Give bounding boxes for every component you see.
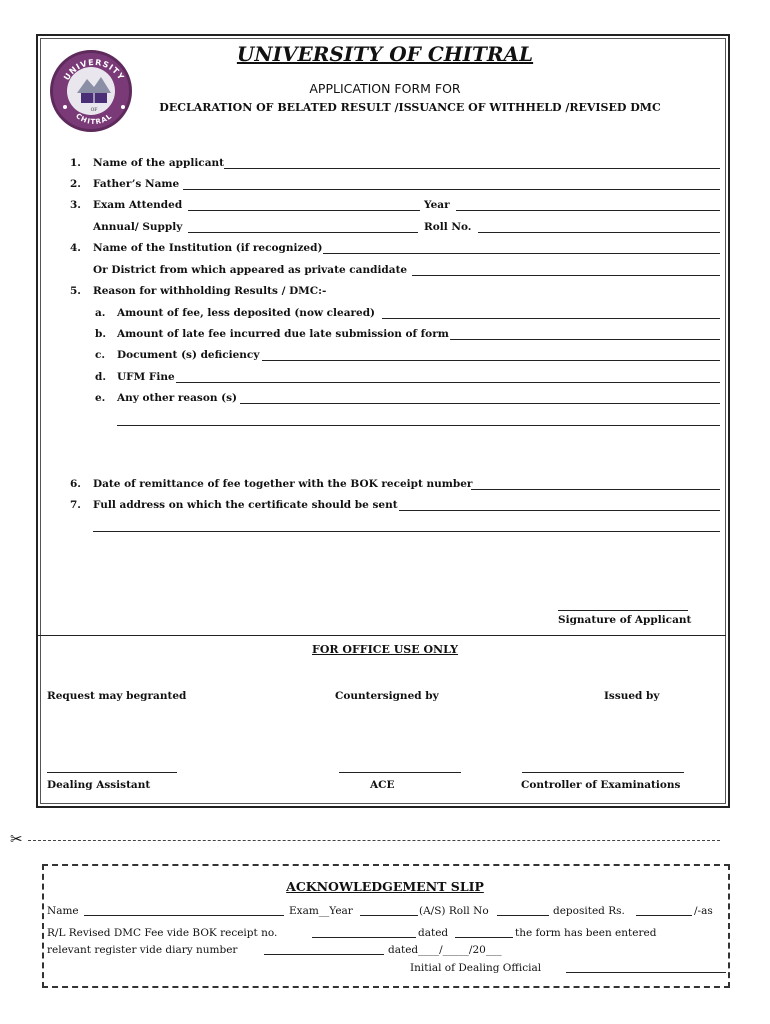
other-reason-field[interactable] bbox=[240, 403, 720, 404]
field-number: 1. bbox=[70, 157, 81, 169]
document-deficiency-field[interactable] bbox=[262, 360, 720, 361]
slip-year-field[interactable] bbox=[360, 915, 418, 916]
other-reason-label: Any other reason (s) bbox=[117, 392, 237, 404]
form-subtitle: APPLICATION FORM FOR bbox=[309, 81, 461, 96]
slip-name-field[interactable] bbox=[84, 915, 284, 916]
slip-diary-date-label: dated____/_____/20___ bbox=[388, 944, 502, 956]
fee-less-deposited-field[interactable] bbox=[382, 318, 720, 319]
section-divider bbox=[38, 635, 726, 636]
field-number: 4. bbox=[70, 242, 81, 254]
slip-as-label: /-as bbox=[694, 905, 713, 917]
office-use-heading: FOR OFFICE USE ONLY bbox=[312, 643, 458, 656]
subitem-letter: b. bbox=[95, 328, 106, 340]
field-number: 2. bbox=[70, 178, 81, 190]
exam-attended-field[interactable] bbox=[188, 210, 420, 211]
slip-exam-year-label: Exam__Year bbox=[289, 905, 353, 917]
institution-label: Name of the Institution (if recognized) bbox=[93, 242, 323, 254]
form-purpose: DECLARATION OF BELATED RESULT /ISSUANCE OF WITHHELD /REVISED DMC bbox=[159, 101, 661, 114]
slip-roll-no-field[interactable] bbox=[497, 915, 549, 916]
district-label: Or District from which appeared as private candidate bbox=[93, 264, 408, 276]
field-number: 5. bbox=[70, 285, 81, 297]
late-fee-field[interactable] bbox=[450, 339, 720, 340]
other-reason-field-line2[interactable] bbox=[117, 425, 720, 426]
slip-entered-label: the form has been entered bbox=[515, 927, 657, 939]
subitem-letter: a. bbox=[95, 307, 106, 319]
full-address-field[interactable] bbox=[399, 510, 720, 511]
annual-supply-label: Annual/ Supply bbox=[93, 221, 183, 233]
slip-initial-label: Initial of Dealing Official bbox=[410, 962, 542, 974]
svg-text:CHITRAL bbox=[74, 112, 114, 126]
full-address-label: Full address on which the certificate should be sent bbox=[93, 499, 398, 511]
slip-diary-field[interactable] bbox=[264, 954, 384, 955]
applicant-name-label: Name of the applicant bbox=[93, 157, 224, 169]
request-granted-label: Request may begranted bbox=[47, 690, 187, 702]
page-title: UNIVERSITY OF CHITRAL bbox=[236, 42, 534, 66]
slip-amount-field[interactable] bbox=[636, 915, 692, 916]
slip-receipt-label: R/L Revised DMC Fee vide BOK receipt no. bbox=[47, 927, 278, 939]
controller-label: Controller of Examinations bbox=[521, 779, 681, 791]
field-number: 7. bbox=[70, 499, 81, 511]
signature-line[interactable] bbox=[558, 610, 688, 611]
year-field[interactable] bbox=[456, 210, 720, 211]
seal-of-text: OF bbox=[90, 108, 98, 113]
ace-label: ACE bbox=[370, 779, 395, 791]
seal-bottom-text: CHITRAL bbox=[74, 111, 114, 127]
remittance-date-field[interactable] bbox=[471, 489, 720, 490]
father-name-field[interactable] bbox=[183, 189, 720, 190]
year-label: Year bbox=[424, 199, 450, 211]
field-number: 3. bbox=[70, 199, 81, 211]
slip-initial-field[interactable] bbox=[566, 972, 726, 973]
full-address-field-line2[interactable] bbox=[93, 531, 720, 532]
countersigned-label: Countersigned by bbox=[335, 690, 439, 702]
document-deficiency-label: Document (s) deficiency bbox=[117, 349, 260, 361]
ufm-fine-label: UFM Fine bbox=[117, 371, 175, 383]
annual-supply-field[interactable] bbox=[188, 232, 418, 233]
roll-no-label: Roll No. bbox=[424, 221, 472, 233]
applicant-name-field[interactable] bbox=[224, 168, 720, 169]
scissors-icon: ✂ bbox=[10, 830, 23, 848]
subitem-letter: e. bbox=[95, 392, 106, 404]
field-number: 6. bbox=[70, 478, 81, 490]
slip-register-label: relevant register vide diary number bbox=[47, 944, 238, 956]
fee-less-deposited-label: Amount of fee, less deposited (now cleared) bbox=[117, 307, 376, 319]
acknowledgement-slip-title: ACKNOWLEDGEMENT SLIP bbox=[286, 879, 484, 894]
cut-line bbox=[28, 840, 720, 841]
slip-deposited-label: deposited Rs. bbox=[553, 905, 625, 917]
ace-signature-line[interactable] bbox=[339, 772, 461, 773]
dealing-assistant-signature-line[interactable] bbox=[47, 772, 177, 773]
roll-no-field[interactable] bbox=[478, 232, 720, 233]
ufm-fine-field[interactable] bbox=[176, 382, 720, 383]
slip-receipt-field[interactable] bbox=[312, 937, 416, 938]
exam-attended-label: Exam Attended bbox=[93, 199, 183, 211]
subitem-letter: d. bbox=[95, 371, 106, 383]
dealing-assistant-label: Dealing Assistant bbox=[47, 779, 151, 791]
late-fee-label: Amount of late fee incurred due late submission of form bbox=[117, 328, 449, 340]
withholding-reason-label: Reason for withholding Results / DMC:- bbox=[93, 285, 327, 297]
slip-date-field[interactable] bbox=[455, 937, 513, 938]
institution-field[interactable] bbox=[323, 253, 720, 254]
slip-roll-no-label: (A/S) Roll No bbox=[419, 905, 489, 917]
seal-top-text: UNIVERSITY bbox=[62, 57, 126, 82]
signature-label: Signature of Applicant bbox=[558, 614, 692, 626]
district-field[interactable] bbox=[412, 275, 720, 276]
subitem-letter: c. bbox=[95, 349, 106, 361]
remittance-date-label: Date of remittance of fee together with the BOK receipt number bbox=[93, 478, 473, 490]
controller-signature-line[interactable] bbox=[522, 772, 684, 773]
slip-dated-label: dated bbox=[418, 927, 449, 939]
issued-by-label: Issued by bbox=[604, 690, 660, 702]
father-name-label: Father’s Name bbox=[93, 178, 180, 190]
slip-name-label: Name bbox=[47, 905, 79, 917]
